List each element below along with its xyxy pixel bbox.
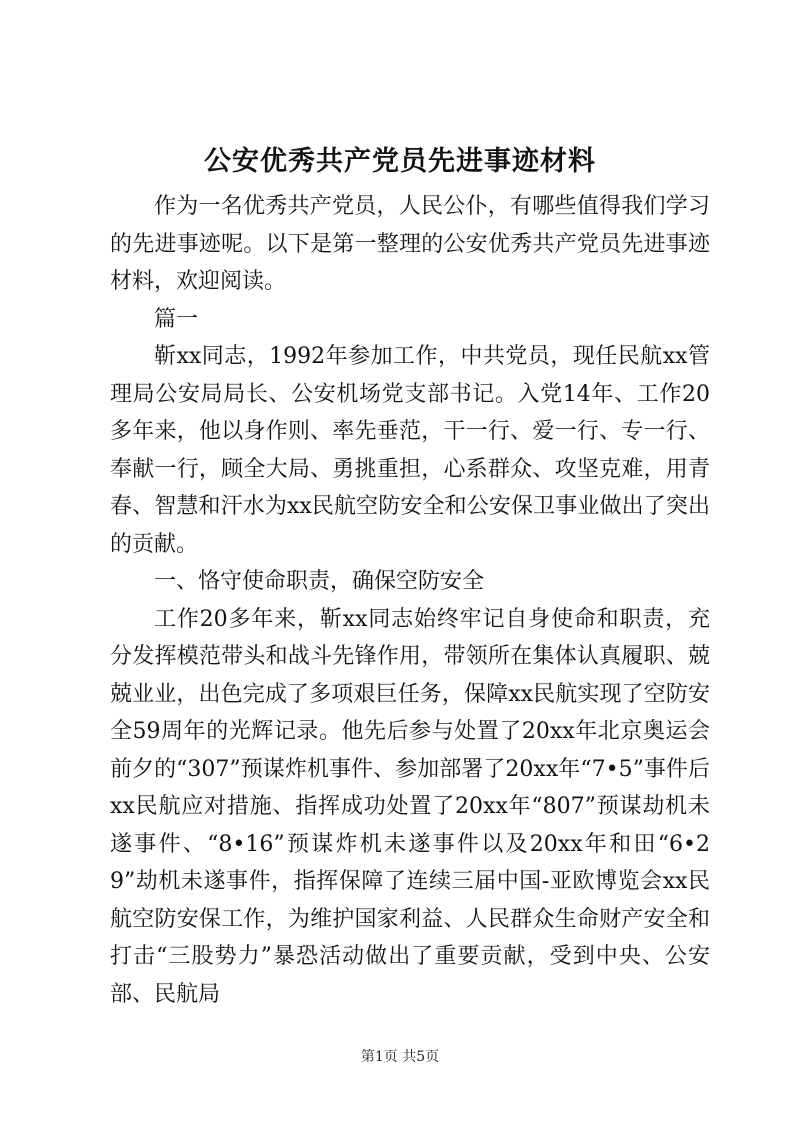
- achievements-paragraph: 工作20多年来，靳xx同志始终牢记自身使命和职责，充分发挥模范带头和战斗先锋作用，带领所在集体认真履职、兢兢业业，出色完成了多项艰巨任务，保障xx民航实现了空防安全59周年的光辉记录。他先后参与处置了20xx年北京奥运会前夕的“307”预谋炸机事件、参加部署了20xx年“7•5”事件后xx民航应对措施、指挥成功处置了20xx年“807”预谋劫机未遂事件、“8•16”预谋炸机未遂事件以及20xx年和田“6•29”劫机未遂事件，指挥保障了连续三届中国-亚欧博览会xx民航空防安保工作，为维护国家利益、人民群众生命财产安全和打击“三股势力”暴恐活动做出了重要贡献，受到中央、公安部、民航局: [110, 606, 710, 1007]
- section-heading-part-one: 篇一: [154, 306, 199, 332]
- page-footer: 第1页 共5页: [360, 1049, 440, 1065]
- profile-paragraph: 靳xx同志，1992年参加工作，中共党员，现任民航xx管理局公安局局长、公安机场党支部书记。入党14年、工作20多年来，他以身作则、率先垂范，干一行、爱一行、专一行、奉献一行，顾全大局、勇挑重担，心系群众、攻坚克难，用青春、智慧和汗水为xx民航空防安全和公安保卫事业做出了突出的贡献。: [110, 344, 710, 557]
- document-body: [110, 188, 710, 1013]
- document-title: 公安优秀共产党员先进事迹材料: [204, 146, 596, 177]
- intro-paragraph: 作为一名优秀共产党员，人民公仆，有哪些值得我们学习的先进事迹呢。以下是第一整理的公安优秀共产党员先进事迹材料，欢迎阅读。: [110, 194, 710, 294]
- subsection-heading: 一、恪守使命职责，确保空防安全: [154, 569, 485, 594]
